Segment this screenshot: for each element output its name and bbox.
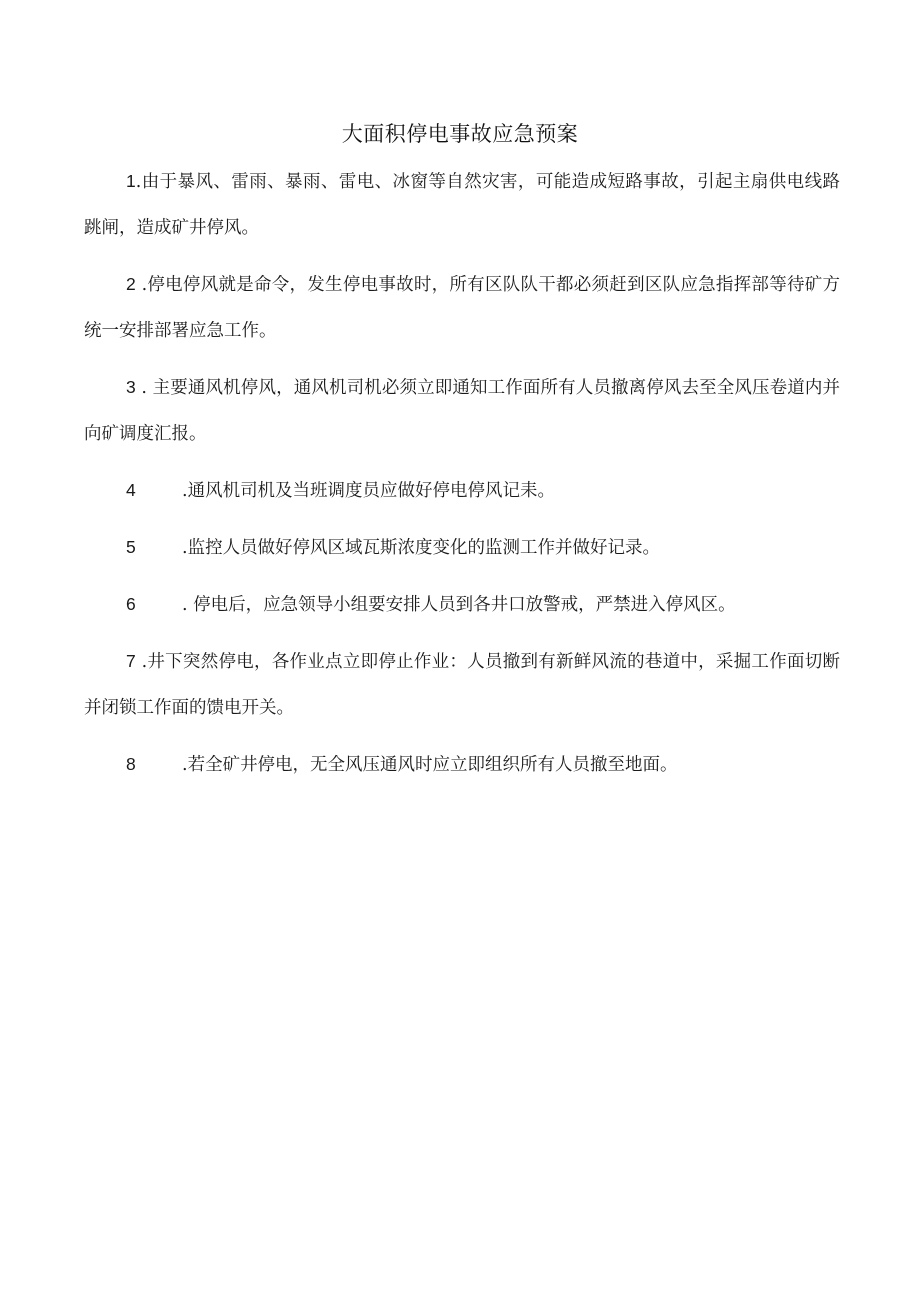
item-number: 7	[126, 651, 136, 671]
item-number: 5	[126, 537, 136, 557]
item-text: . 停电后，应急领导小组要安排人员到各井口放警戒，严禁进入停风区。	[182, 595, 736, 615]
paragraph-item-7	[84, 638, 840, 731]
item-number: 4	[126, 480, 136, 500]
item-text: .由于暴风、雷雨、暴雨、雷电、冰窗等自然灾害，可能造成短路事故，引起主扇供电线路跳闸，造成矿井停风。	[84, 172, 840, 238]
paragraph-item-8	[84, 741, 840, 788]
item-text: .停电停风就是命令，发生停电事故时，所有区队队干都必须赶到区队应急指挥部等待矿方统一安排部署应急工作。	[84, 275, 840, 341]
document-title: 大面积停电事故应急预案	[341, 122, 579, 146]
paragraph-item-5	[84, 524, 840, 571]
document-body	[84, 158, 840, 788]
paragraph-item-3	[84, 364, 840, 457]
paragraph-item-6	[84, 581, 840, 628]
paragraph-item-1	[84, 158, 840, 251]
paragraph-item-2	[84, 261, 840, 354]
item-number: 3	[126, 377, 136, 397]
item-text: .井下突然停电，各作业点立即停止作业：人员撤到有新鲜风流的巷道中，采掘工作面切断并闭锁工作面的馈电开关。	[84, 652, 840, 718]
item-number: 8	[126, 754, 136, 774]
item-text: .通风机司机及当班调度员应做好停电停风记耒。	[182, 481, 556, 501]
paragraph-item-4	[84, 467, 840, 514]
item-text: . 主要通风机停风，通风机司机必须立即通知工作面所有人员撤离停风去至全风压卷道内并向矿调度汇报。	[84, 378, 840, 444]
item-text: .监控人员做好停风区域瓦斯浓度变化的监测工作并做好记录。	[182, 538, 661, 558]
item-number: 2	[126, 274, 136, 294]
item-number: 1	[126, 171, 136, 191]
item-text: .若全矿井停电，无全风压通风时应立即组织所有人员撤至地面。	[182, 755, 678, 775]
item-number: 6	[126, 594, 136, 614]
